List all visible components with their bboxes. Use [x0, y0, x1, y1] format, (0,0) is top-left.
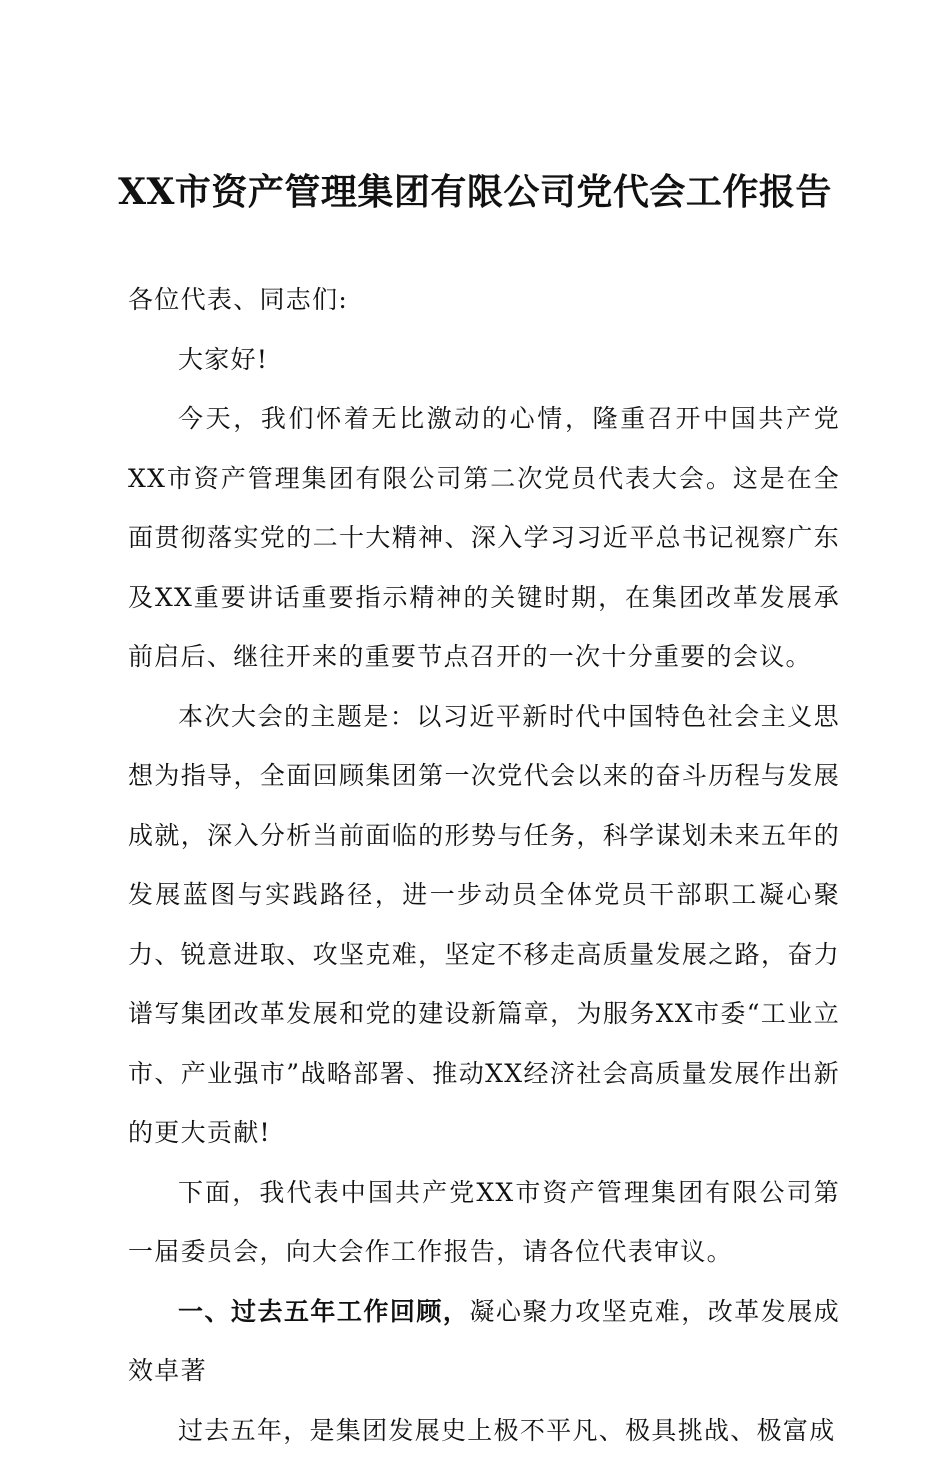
section-heading-rest: 凝心聚力攻坚克难，改革发展成效卓著 [128, 1297, 840, 1386]
document-title: XX市资产管理集团有限公司党代会工作报告 [0, 166, 950, 218]
paragraph-report-intro: 下面，我代表中国共产党XX市资产管理集团有限公司第一届委员会，向大会作工作报告，请各位代表审议。 [128, 1163, 840, 1282]
section-heading [128, 1282, 840, 1401]
document-body [128, 270, 840, 1460]
paragraph-opening: 今天，我们怀着无比激动的心情，隆重召开中国共产党XX市资产管理集团有限公司第二次党员代表大会。这是在全面贯彻落实党的二十大精神、深入学习习近平总书记视察广东及XX重要讲话重要指示精神的关键时期，在集团改革发展承前启后、继往开来的重要节点召开的一次十分重要的会议。 [128, 389, 840, 687]
section-heading-bold: 一、过去五年工作回顾， [178, 1297, 469, 1326]
paragraph-theme: 本次大会的主题是：以习近平新时代中国特色社会主义思想为指导，全面回顾集团第一次党代会以来的奋斗历程与发展成就，深入分析当前面临的形势与任务，科学谋划未来五年的发展蓝图与实践路径，进一步动员全体党员干部职工凝心聚力、锐意进取、攻坚克难，坚定不移走高质量发展之路，奋力谱写集团改革发展和党的建设新篇章，为服务XX市委“工业立市、产业强市”战略部署、推动XX经济社会高质量发展作出新的更大贡献! [128, 687, 840, 1163]
paragraph-greeting: 大家好! [128, 330, 840, 390]
salutation: 各位代表、同志们: [128, 270, 840, 330]
paragraph-review-start: 过去五年，是集团发展史上极不平凡、极具挑战、极富成 [128, 1401, 840, 1460]
